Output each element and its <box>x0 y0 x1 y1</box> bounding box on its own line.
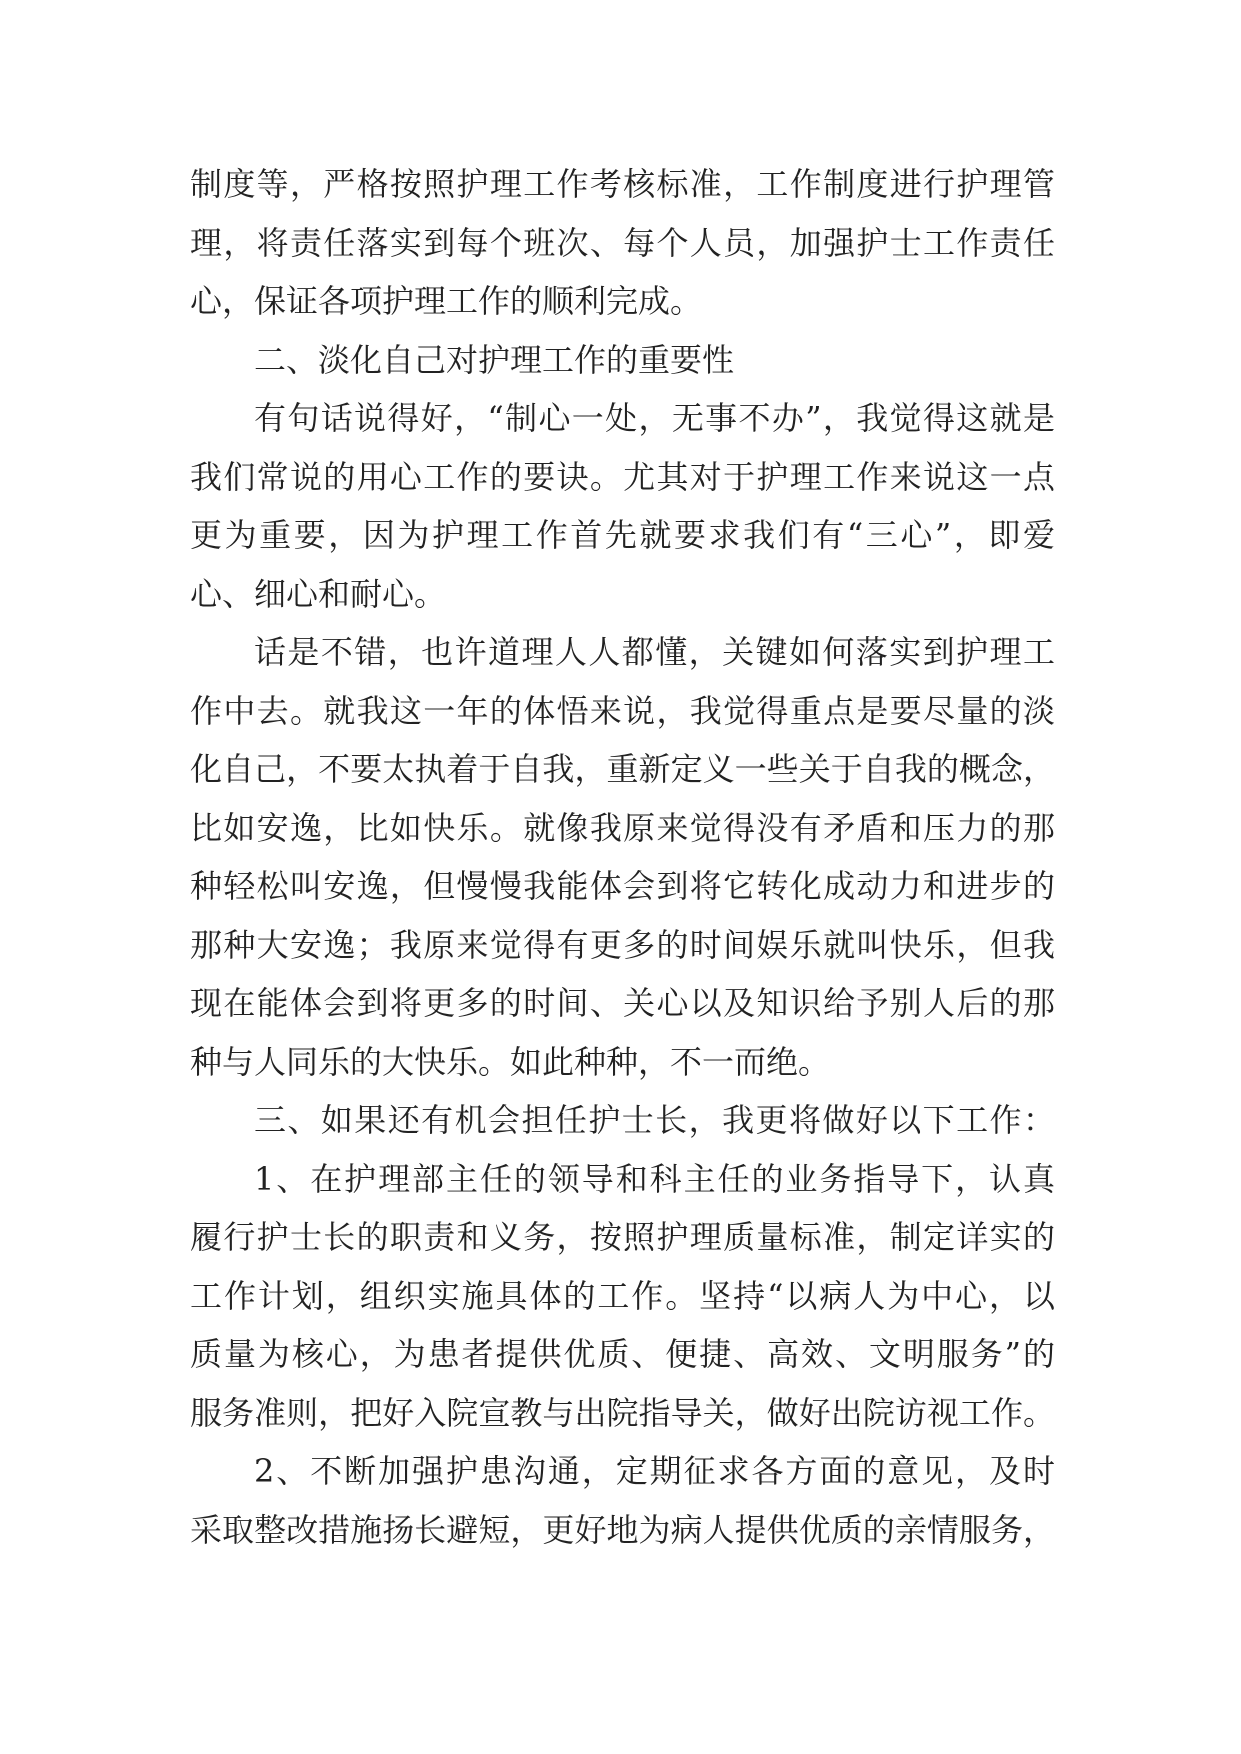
text-line: 话是不错，也许道理人人都懂，关键如何落实到护理工 <box>254 633 1055 671</box>
text-line: 服务准则，把好入院宣教与出院指导关，做好出院访视工作。 <box>190 1393 1055 1432</box>
text-line: 采取整改措施扬长避短，更好地为病人提供优质的亲情服务， <box>190 1510 1055 1549</box>
text-line: 化自己，不要太执着于自我，重新定义一些关于自我的概念， <box>190 750 1055 788</box>
text-line: 比如安逸，比如快乐。就像我原来觉得没有矛盾和压力的那 <box>190 808 1055 847</box>
section-heading: 三、如果还有机会担任护士长，我更将做好以下工作： <box>254 1101 1055 1139</box>
text-line: 那种大安逸；我原来觉得有更多的时间娱乐就叫快乐，但我 <box>190 925 1055 964</box>
text-line: 作中去。就我这一年的体悟来说，我觉得重点是要尽量的淡 <box>190 691 1055 730</box>
text-line: 履行护士长的职责和义务，按照护理质量标准，制定详实的 <box>190 1218 1055 1256</box>
text-line: 2、不断加强护患沟通，定期征求各方面的意见，及时 <box>254 1452 1055 1490</box>
text-line: 更为重要，因为护理工作首先就要求我们有“三心”，即爱 <box>190 516 1055 554</box>
text-line: 有句话说得好，“制心一处，无事不办”，我觉得这就是 <box>254 399 1055 437</box>
document-body <box>190 155 1055 1559</box>
text-line: 我们常说的用心工作的要诀。尤其对于护理工作来说这一点 <box>190 457 1055 496</box>
text-line: 现在能体会到将更多的时间、关心以及知识给予别人后的那 <box>190 984 1055 1022</box>
text-line: 种轻松叫安逸，但慢慢我能体会到将它转化成动力和进步的 <box>190 867 1055 905</box>
text-line: 理，将责任落实到每个班次、每个人员，加强护士工作责任 <box>190 223 1055 262</box>
text-line: 质量为核心，为患者提供优质、便捷、高效、文明服务”的 <box>190 1335 1055 1373</box>
section-heading: 二、淡化自己对护理工作的重要性 <box>254 340 735 379</box>
text-line: 心、细心和耐心。 <box>190 574 447 613</box>
text-line: 工作计划，组织实施具体的工作。坚持“以病人为中心，以 <box>190 1276 1055 1315</box>
text-line: 制度等，严格按照护理工作考核标准，工作制度进行护理管 <box>190 165 1055 203</box>
text-line: 1、在护理部主任的领导和科主任的业务指导下，认真 <box>254 1159 1055 1198</box>
text-line: 心，保证各项护理工作的顺利完成。 <box>190 282 703 320</box>
text-line: 种与人同乐的大快乐。如此种种，不一而绝。 <box>190 1042 831 1081</box>
